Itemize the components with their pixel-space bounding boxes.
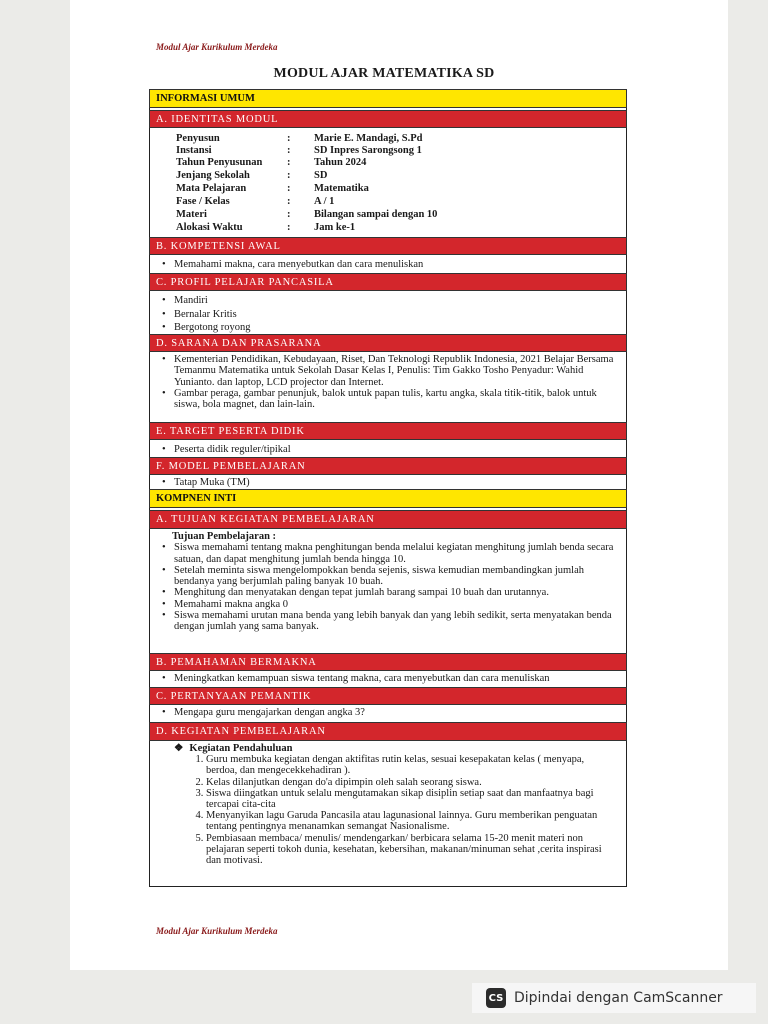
identitas-value: A / 1 — [314, 196, 335, 207]
list-item: • Tatap Muka (TM) — [174, 477, 626, 489]
section-komponen-inti: KOMPNEN INTI — [149, 489, 627, 508]
tujuan-subheading: Tujuan Pembelajaran : — [172, 531, 277, 542]
camscanner-text: Dipindai dengan CamScanner — [514, 990, 723, 1006]
footer-note: Modul Ajar Kurikulum Merdeka — [156, 926, 278, 936]
list-item: • Memahami makna angka 0 — [174, 599, 616, 610]
list-item: • Bergotong royong — [174, 321, 626, 335]
identitas-label: Jenjang Sekolah — [176, 170, 250, 181]
heading-pemahaman-bermakna: B. PEMAHAMAN BERMAKNA — [149, 653, 627, 671]
heading-kompetensi-awal: B. KOMPETENSI AWAL — [149, 237, 627, 255]
pemahaman-list — [150, 673, 626, 685]
identitas-label: Tahun Penyusunan — [176, 157, 263, 168]
sarana-list — [150, 354, 626, 410]
identitas-value: SD — [314, 170, 328, 181]
list-item: 4. Menyanyikan lagu Garuda Pancasila atau lagunasional lainnya. Guru memberikan penguatan tentang pentingnya menanamkan semangat Nasionalisme. — [206, 810, 612, 832]
kegiatan-pendahuluan-heading — [150, 743, 626, 754]
identitas-sep: : — [287, 157, 291, 168]
identitas-sep: : — [287, 183, 291, 194]
identitas-sep: : — [287, 170, 291, 181]
identitas-value: Bilangan sampai dengan 10 — [314, 209, 438, 220]
pertanyaan-list — [150, 707, 626, 719]
list-item: 5. Pembiasaan membaca/ menulis/ mendengarkan/ berbicara selama 15-20 menit materi non pelajaran seperti tokoh dunia, kesehatan, kebersihan, makanan/minuman sehat ,cerita inspirasi dan motivasi. — [206, 833, 612, 867]
identitas-value: Marie E. Mandagi, S.Pd — [314, 133, 423, 144]
identitas-label: Mata Pelajaran — [176, 183, 247, 194]
identitas-sep: : — [287, 145, 291, 156]
heading-tujuan-kegiatan: A. TUJUAN KEGIATAN PEMBELAJARAN — [149, 510, 627, 529]
identitas-label: Penyusun — [176, 133, 220, 144]
profil-list — [150, 294, 626, 335]
list-item: • Siswa memahami tentang makna penghitungan benda melalui kegiatan menghitung jumlah benda secara satuan, dan dapat menghitung jumlah benda hingga 10. — [174, 542, 616, 565]
kegiatan-subheading: Kegiatan Pendahuluan — [189, 743, 293, 754]
identitas-sep: : — [287, 222, 291, 233]
document-title: MODUL AJAR MATEMATIKA SD — [273, 66, 495, 81]
heading-model-pembelajaran: F. MODEL PEMBELAJARAN — [149, 457, 627, 475]
header-note: Modul Ajar Kurikulum Merdeka — [156, 42, 278, 52]
heading-target-peserta: E. TARGET PESERTA DIDIK — [149, 422, 627, 440]
kegiatan-block — [150, 743, 626, 866]
camscanner-watermark — [472, 983, 756, 1013]
heading-kegiatan-pembelajaran: D. KEGIATAN PEMBELAJARAN — [149, 722, 627, 741]
identitas-sep: : — [287, 133, 291, 144]
heading-sarana-prasarana: D. SARANA DAN PRASARANA — [149, 334, 627, 352]
section-informasi-umum: INFORMASI UMUM — [149, 89, 627, 108]
identitas-label: Instansi — [176, 145, 212, 156]
identitas-sep: : — [287, 196, 291, 207]
list-item: • Setelah meminta siswa mengelompokkan benda sejenis, siswa kemudian membandingkan jumlah bendanya yang berjumlah paling banyak 10 buah. — [174, 565, 616, 588]
identitas-sep: : — [287, 209, 291, 220]
identitas-value: Matematika — [314, 183, 369, 194]
list-item: 2. Kelas dilanjutkan dengan do'a dipimpin oleh salah seorang siswa. — [206, 777, 612, 788]
diamond-bullet-icon: ❖ — [174, 743, 184, 754]
list-item: • Bernalar Kritis — [174, 308, 626, 322]
list-item: • Meningkatkan kemampuan siswa tentang makna, cara menyebutkan dan cara menuliskan — [174, 673, 626, 685]
identitas-value: Jam ke-1 — [314, 222, 356, 233]
tujuan-block — [150, 531, 626, 633]
list-item: • Peserta didik reguler/tipikal — [174, 444, 626, 456]
camscanner-logo-icon: CS — [486, 988, 506, 1008]
list-item: • Siswa memahami urutan mana benda yang lebih banyak dan yang lebih sedikit, serta menyatakan benda dengan jumlah yang sama banyak. — [174, 610, 616, 633]
kompetensi-awal-list — [150, 259, 626, 271]
heading-identitas-modul: A. IDENTITAS MODUL — [149, 110, 627, 128]
identitas-value: Tahun 2024 — [314, 157, 367, 168]
identitas-value: SD Inpres Sarongsong 1 — [314, 145, 422, 156]
model-list — [150, 477, 626, 489]
list-item: 1. Guru membuka kegiatan dengan aktifitas rutin kelas, sesuai kesepakatan kelas ( menyapa, berdoa, dan mengecekkehadiran ). — [206, 754, 612, 776]
list-item: • Mandiri — [174, 294, 626, 308]
identitas-label: Fase / Kelas — [176, 196, 230, 207]
list-item: • Menghitung dan menyatakan dengan tepat jumlah barang sampai 10 buah dan urutannya. — [174, 587, 616, 598]
heading-profil-pelajar: C. PROFIL PELAJAR PANCASILA — [149, 273, 627, 291]
list-item: • Mengapa guru mengajarkan dengan angka 3? — [174, 707, 626, 719]
identitas-label: Materi — [176, 209, 207, 220]
list-item: • Kementerian Pendidikan, Kebudayaan, Riset, Dan Teknologi Republik Indonesia, 2021 Belajar Bersama Temanmu Matematika untuk Sekolah Dasar Kelas I, Penulis: Tim Gakko Tosho Penyadur: Wahid Yunianto. dan laptop, LCD projector dan Internet. — [174, 354, 616, 388]
target-list — [150, 444, 626, 456]
list-item: • Memahami makna, cara menyebutkan dan cara menuliskan — [174, 259, 626, 271]
list-item: 3. Siswa diingatkan untuk selalu mengutamakan sikap disiplin setiap saat dan manfaatnya bagi tercapai cita-cita — [206, 788, 612, 810]
list-item: • Gambar peraga, gambar penunjuk, balok untuk papan tulis, kartu angka, skala titik-titik, balok untuk siswa, bola magnet, dan lain-lain. — [174, 388, 616, 411]
heading-pertanyaan-pemantik: C. PERTANYAAN PEMANTIK — [149, 687, 627, 705]
identitas-label: Alokasi Waktu — [176, 222, 243, 233]
